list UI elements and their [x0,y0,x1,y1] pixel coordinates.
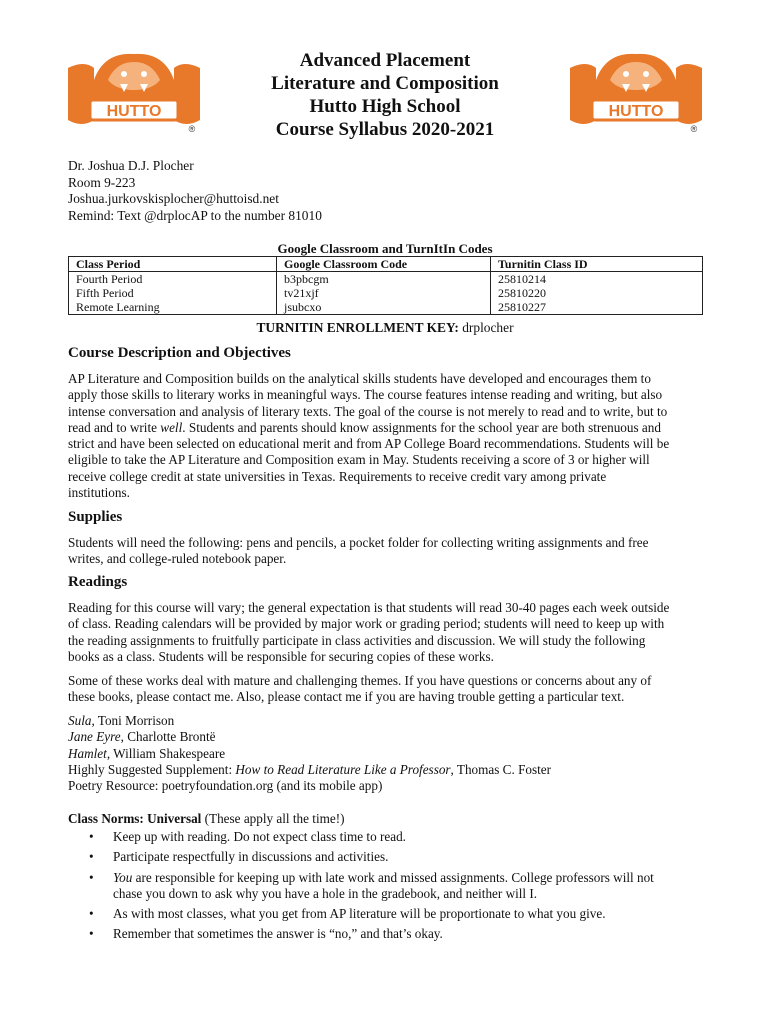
header-classroom-code: Google Classroom Code [277,257,491,272]
paragraph-line: these books, please contact me. Also, please contact me if you are having trouble getting a particular text. [68,689,625,705]
paragraph-line: books as a class. Students will be responsible for securing copies of these works. [68,648,494,664]
hutto-hippo-logo-right [566,50,706,136]
title-line-3: Hutto High School [309,96,461,117]
table-row [69,272,703,287]
table-cell: 25810227 [491,300,703,315]
paragraph-line: receive college credit at state universities in Texas. Requirements to receive credit vary among private [68,468,607,484]
table-cell: Fifth Period [69,286,277,300]
book-list [68,713,551,794]
title-line-1: Advanced Placement [299,50,471,71]
paragraph-line: writes, and college-ruled notebook paper. [68,551,287,567]
bullet-icon: • [89,906,94,922]
bullet-icon: • [89,869,94,885]
syllabus-title [200,49,570,141]
svg-text:®: ® [188,124,196,134]
codes-table [68,256,703,315]
readings-paragraph-1 [68,600,708,665]
paragraph-line: of class. Reading calendars will be provided by major work or grading period; students will need to keep up with [68,616,665,632]
header-turnitin-id: Turnitin Class ID [491,257,703,272]
table-cell: Remote Learning [69,300,277,315]
table-header-row [69,257,703,272]
email-address[interactable]: Joshua.jurkovskisplocher@huttoisd.net [68,191,279,206]
suggested-supplement: Highly Suggested Supplement: How to Read Literature Like a Professor, Thomas C. Foster [68,761,552,777]
book-item: Hamlet, William Shakespeare [68,745,226,761]
title-line-2: Literature and Composition [271,73,499,94]
list-item: • You are responsible for keeping up with late work and missed assignments. College professors will not chase you down to ask why you have a hole in the gradebook, and neither will I. [89,869,654,901]
supplies-heading: Supplies [68,509,123,525]
class-norms-list [68,829,708,947]
paragraph-line: Reading for this course will vary; the general expectation is that students will read 30-40 pages each week outside [68,600,670,615]
supplies-paragraph [68,535,708,568]
table-cell: tv21xjf [277,286,491,300]
list-item: • Keep up with reading. Do not expect class time to read. [89,829,406,844]
room-number: Room 9-223 [68,174,136,190]
emphasis-well: well [160,419,183,435]
table-cell: Fourth Period [69,272,277,287]
paragraph-line: eligible to take the AP Literature and Composition exam in May. Students receiving a score of 3 or higher will [68,452,650,468]
readings-paragraph-2 [68,673,708,706]
table-cell: 25810220 [491,286,703,300]
paragraph-line: read and to write well. Students and parents should know assignments for the school year are both strenuous and [68,419,661,435]
enrollment-key-value: drplocher [462,320,514,335]
list-item: • As with most classes, what you get from AP literature will be proportionate to what you give. [89,906,606,922]
table-cell: 25810214 [491,272,703,287]
table-cell: b3pbcgm [277,272,491,287]
svg-text:®: ® [690,124,698,134]
contact-info [68,158,322,224]
paragraph-line: intense conversation and analysis of literary texts. The goal of the course is not merely to read and to write, but to [68,403,668,419]
course-description-heading: Course Description and Objectives [68,345,291,361]
list-item: • Remember that sometimes the answer is “no,” and that’s okay. [89,926,443,942]
turnitin-enrollment-key [0,320,770,336]
codes-table-title: Google Classroom and TurnItIn Codes [277,241,493,256]
title-line-4: Course Syllabus 2020-2021 [275,119,495,140]
paragraph-line: strict and have been selected on educational merit and from AP College Board recommendations. Students will be [68,436,670,452]
list-item: • Participate respectfully in discussions and activities. [89,849,389,865]
book-item: Sula, Toni Morrison [68,713,175,728]
course-description-paragraph [68,371,708,501]
readings-heading: Readings [68,574,128,590]
table-row [69,300,703,315]
poetry-resource: Poetry Resource: poetryfoundation.org (and its mobile app) [68,778,383,794]
bullet-icon: • [89,829,94,844]
paragraph-line: AP Literature and Composition builds on the analytical skills students have developed and encourages them to [68,371,651,386]
enrollment-key-label: TURNITIN ENROLLMENT KEY: [256,320,459,335]
paragraph-line: apply those skills to literary works in meaningful ways. The course features intense reading and writing, but also [68,387,663,403]
remind-info: Remind: Text @drplocAP to the number 81010 [68,207,322,223]
paragraph-line: Students will need the following: pens and pencils, a pocket folder for collecting writing assignments and free [68,535,649,550]
bullet-icon: • [89,926,94,942]
paragraph-line: institutions. [68,485,130,501]
table-cell: jsubcxo [277,300,491,315]
book-item: Jane Eyre, Charlotte Brontë [68,729,216,745]
paragraph-line: the reading assignments to fruitfully participate in class activities and discussion. We will study the following [68,632,646,648]
header-class-period: Class Period [69,257,277,272]
teacher-name: Dr. Joshua D.J. Plocher [68,158,194,173]
svg-text:HUTTO: HUTTO [608,103,664,120]
bullet-icon: • [89,849,94,865]
svg-text:HUTTO: HUTTO [106,103,162,120]
class-norms-heading: Class Norms: Universal (These apply all the time!) [68,811,345,826]
table-row [69,286,703,300]
hutto-hippo-logo-left [64,50,204,136]
paragraph-line: Some of these works deal with mature and challenging themes. If you have questions or concerns about any of [68,673,652,688]
